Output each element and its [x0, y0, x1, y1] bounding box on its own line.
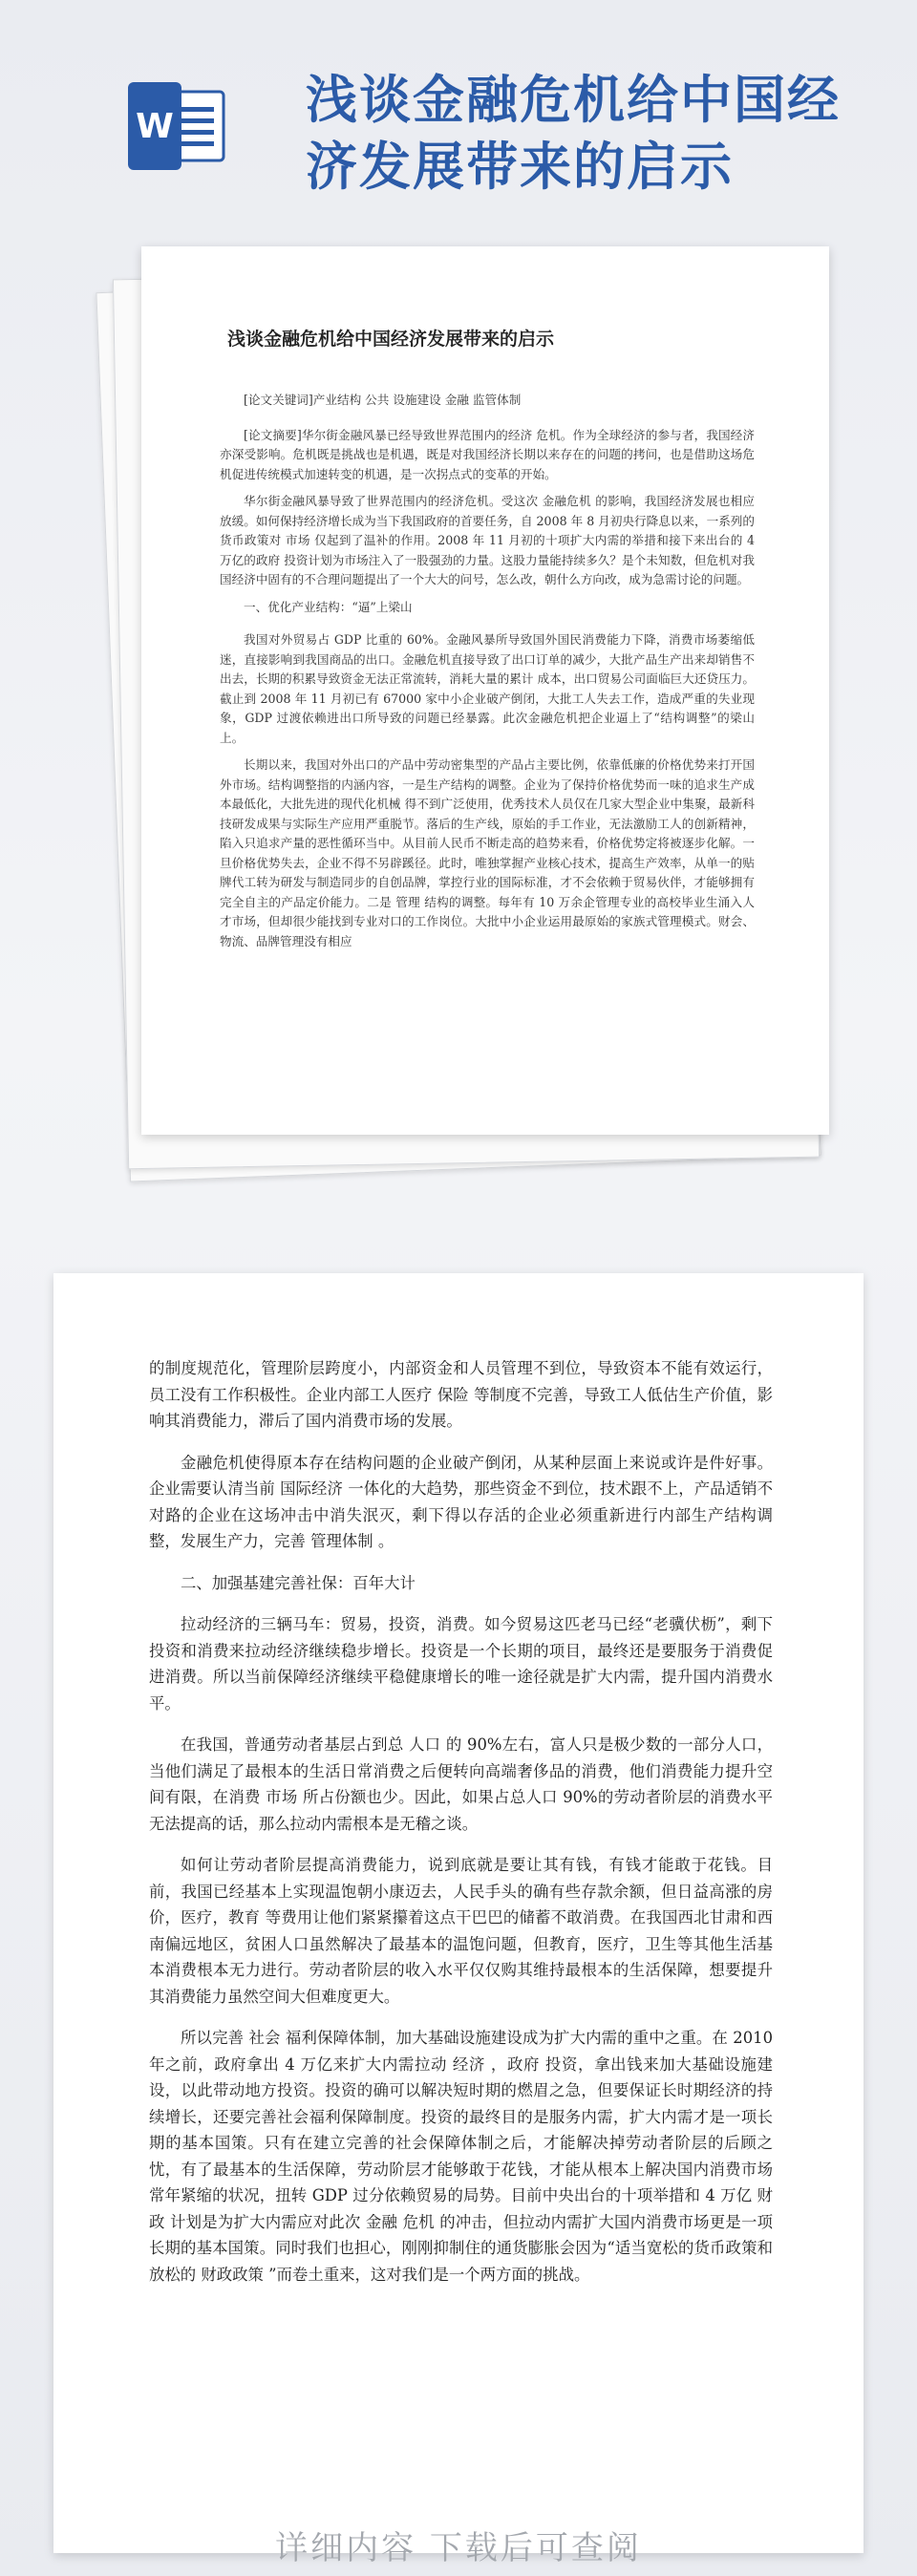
download-hint: 详细内容 下载后可查阅: [275, 2529, 642, 2567]
section-heading: 一、优化产业结构：“逼”上梁山: [244, 599, 413, 614]
svg-text:W: W: [136, 107, 174, 146]
word-document-icon: [124, 78, 229, 174]
abstract-paragraph: [论文摘要]华尔街金融风暴已经导致世界范围内的经济 危机。作为全球经济的参与者，我国经济亦深受影响。危机既是挑战也是机遇，既是对我国经济长期以来存在的问题的拷问，也是借助这场危机促进传统模式加速转变的机遇，是一次拐点式的变革的开始。: [220, 427, 755, 481]
body-paragraph: 我国对外贸易占 GDP 比重的 60%。金融风暴所导致国外国民消费能力下降，消费市场萎缩低迷，直接影响到我国商品的出口。金融危机直接导致了出口订单的减少，大批产品生产出来却销售不出去，长期的积累导致资金无法正常流转，消耗大量的累计 成本，出口贸易公司面临巨大还贷压力。截止到 2008 年 11 月初已有 67000 家中小企业破产倒闭，大批工人失去工作，造成严重的失业现象，GDP 过渡依赖进出口所导致的问题已经暴露。此次金融危机把企业逼上了“结构调整”的梁山上。: [220, 632, 755, 745]
body-paragraph: 华尔街金融风暴导致了世界范围内的经济危机。受这次 金融危机 的影响，我国经济发展也相应放缓。如何保持经济增长成为当下我国政府的首要任务，自 2008 年 8 月初央行降息以来，一系列的货币政策对 市场 仅起到了温补的作用。2008 年 11 月初的十项扩大内需的举措和接下来出台的 4 万亿的政府 投资计划为市场注入了一股强劲的力量。这股力量能持续多久？是个未知数，但危机对我国经济中固有的不合理问题提出了一个大大的问号，怎么改，朝什么方向改，成为急需讨论的问题。: [220, 494, 755, 586]
body-paragraph: 的制度规范化，管理阶层跨度小，内部资金和人员管理不到位，导致资本不能有效运行，员工没有工作积极性。企业内部工人医疗 保险 等制度不完善，导致工人低估生产价值，影响其消费能力，滞后了国内消费市场的发展。: [149, 1359, 773, 1430]
body-paragraph: 金融危机使得原本存在结构问题的企业破产倒闭，从某种层面上来说或许是件好事。企业需要认清当前 国际经济 一体化的大趋势，那些资金不到位，技术跟不上，产品适销不对路的企业在这场冲击中消失泯灭，剩下得以存活的企业必须重新进行内部生产结构调整，发展生产力，完善 管理体制 。: [149, 1453, 773, 1550]
section-heading: 二、加强基建完善社保：百年大计: [181, 1573, 416, 1592]
document-page-1: [141, 246, 829, 1135]
body-paragraph: 长期以来，我国对外出口的产品中劳动密集型的产品占主要比例，依靠低廉的价格优势来打开国外市场。结构调整指的内涵内容，一是生产结构的调整。企业为了保持价格优势而一味的追求生产成本最低化，大批先进的现代化机械 得不到广泛使用，优秀技术人员仅在几家大型企业中集聚，最新科技研发成果与实际生产应用严重脱节。落后的生产线，原始的手工作业，无法激励工人的创新精神，陷入只追求产量的恶性循环当中。从目前人民币不断走高的趋势来看，价格优势定将被逐步化解。一旦价格优势失去，企业不得不另辟蹊径。此时，唯独掌握产业核心技术，提高生产效率，从单一的贴牌代工转为研发与制造同步的自创品牌，掌控行业的国际标准，才不会依赖于贸易伙伴，才能够拥有完全自主的产品定价能力。二是 管理 结构的调整。每年有 10 万余企管理专业的高校毕业生涌入人才市场，但却很少能找到专业对口的工作岗位。大批中小企业运用最原始的家族式管理模式。财会、物流、品牌管理没有相应: [220, 757, 755, 948]
document-title: 浅谈金融危机给中国经济发展带来的启示: [227, 329, 555, 350]
body-paragraph: 拉动经济的三辆马车：贸易，投资，消费。如今贸易这匹老马已经“老骥伏枥”，剩下投资和消费来拉动经济继续稳步增长。投资是一个长期的项目，最终还是要服务于消费促进消费。所以当前保障经济继续平稳健康增长的唯一途径就是扩大内需，提升国内消费水平。: [149, 1615, 773, 1713]
document-page-2: [53, 1273, 864, 2553]
body-paragraph: 所以完善 社会 福利保障体制，加大基础设施建设成为扩大内需的重中之重。在 2010 年之前，政府拿出 4 万亿来扩大内需拉动 经济 ，政府 投资，拿出钱来加大基础设施建设，以此带动地方投资。投资的确可以解决短时期的燃眉之急，但要保证长时期经济的持续增长，还要完善社会福利保障制度。投资的最终目的是服务内需，扩大内需才是一项长期的基本国策。只有在建立完善的社会保障体制之后，才能解决掉劳动者阶层的后顾之忧，有了最基本的生活保障，劳动阶层才能够敢于花钱，才能从根本上解决国内消费市场常年紧缩的状况，扭转 GDP 过分依赖贸易的局势。目前中央出台的十项举措和 4 万亿 财政 计划是为扩大内需应对此次 金融 危机 的冲击，但拉动内需扩大国内消费市场更是一项长期的基本国策。同时我们也担心，刚刚抑制住的通货膨胀会因为“适当宽松的货币政策和放松的 财政政策 ”而卷土重来，这对我们是一个两方面的挑战。: [149, 2029, 773, 2284]
keywords-paragraph: [论文关键词]产业结构 公共 设施建设 金融 监管体制: [244, 393, 522, 407]
header: [0, 0, 917, 220]
page-title: 浅谈金融危机给中国经济发展带来的启示: [306, 70, 841, 197]
body-paragraph: 如何让劳动者阶层提高消费能力，说到底就是要让其有钱，有钱才能敢于花钱。目前，我国已经基本上实现温饱朝小康迈去，人民手头的确有些存款余额，但日益高涨的房价，医疗，教育 等费用让他们紧紧攥着这点干巴巴的储蓄不敢消费。在我国西北甘肃和西南偏远地区，贫困人口虽然解决了最基本的温饱问题，但教育，医疗，卫生等其他生活基本消费根本无力进行。劳动者阶层的收入水平仅仅购其维持最根本的生活保障，想要提升其消费能力虽然空间大但难度更大。: [149, 1856, 773, 2006]
body-paragraph: 在我国，普通劳动者基层占到总 人口 的 90%左右，富人只是极少数的一部分人口，当他们满足了最根本的生活日常消费之后便转向高端奢侈品的消费，他们消费能力提升空间有限，在消费 市场 所占份额也少。因此，如果占总人口 90%的劳动者阶层的消费水平无法提高的话，那么拉动内需根本是无稽之谈。: [149, 1735, 773, 1833]
